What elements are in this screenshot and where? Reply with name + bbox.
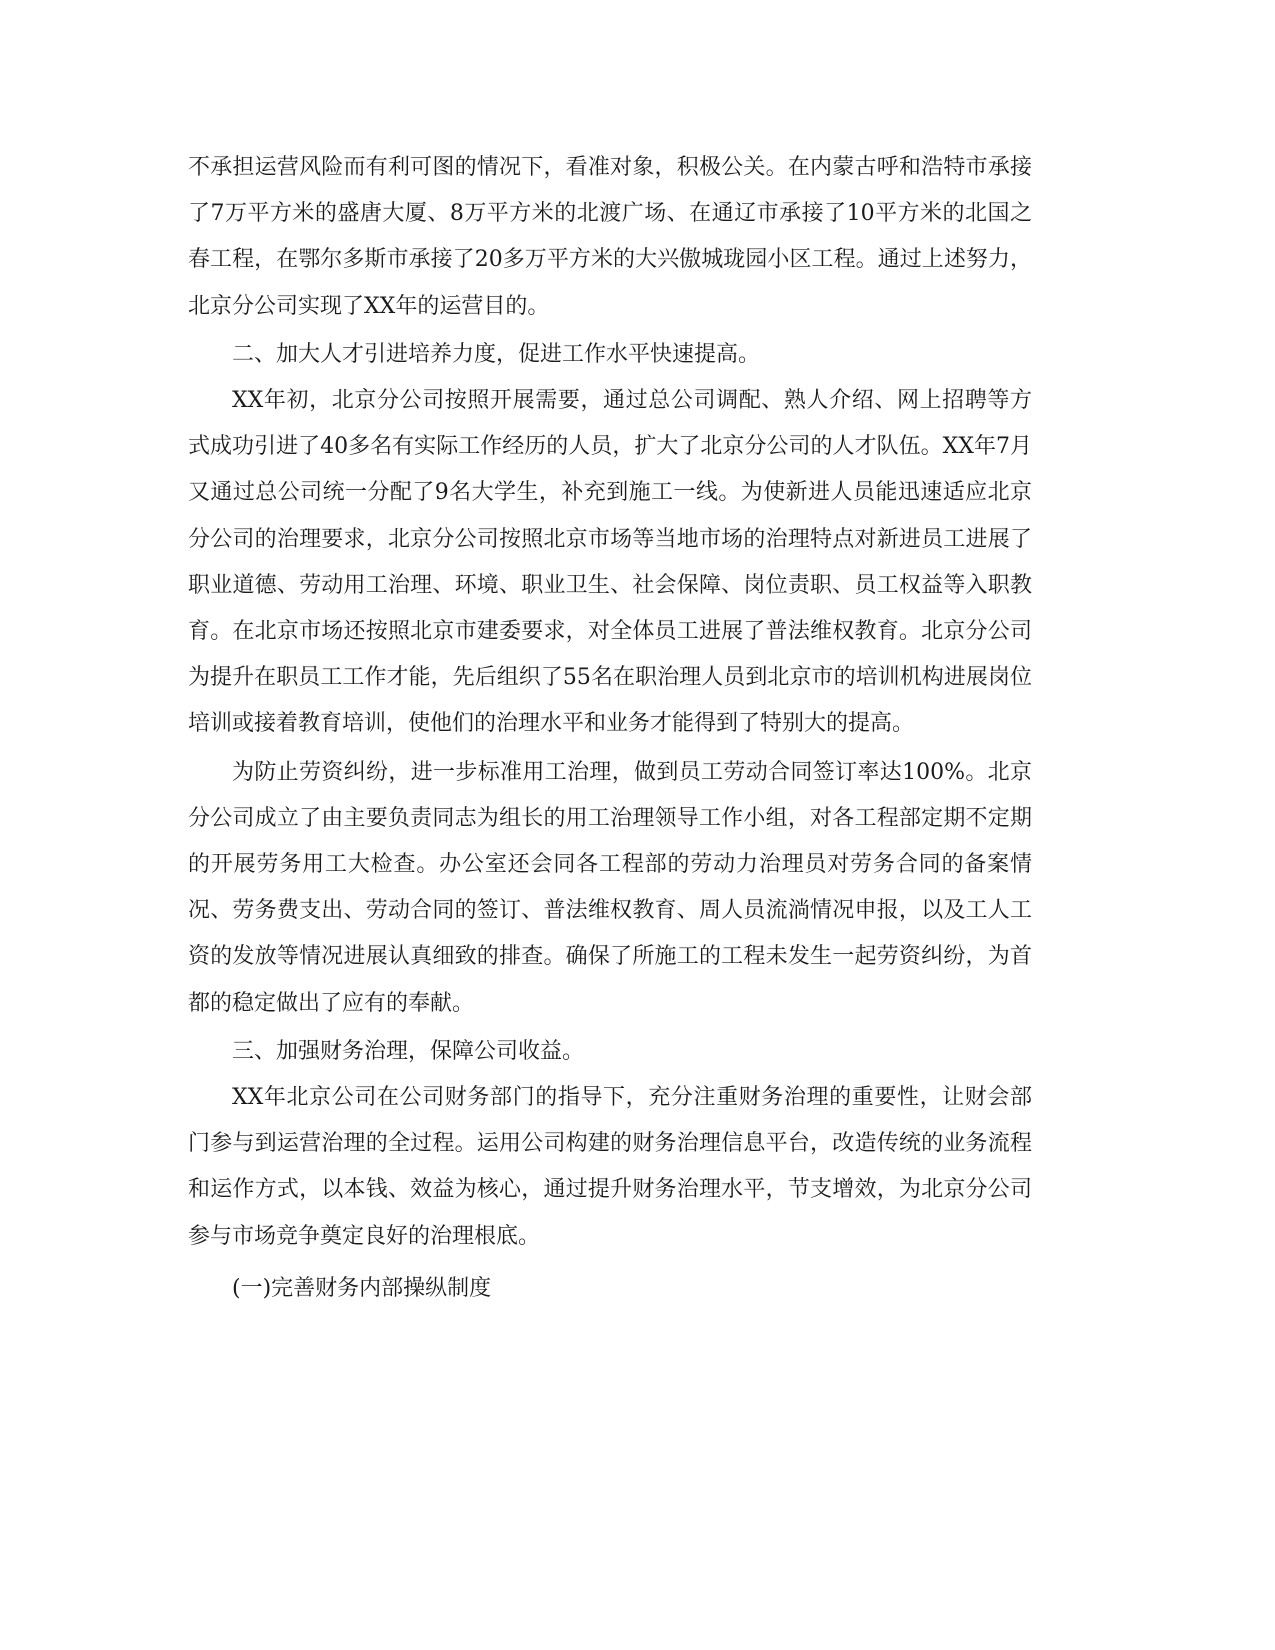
paragraph-operating-targets: 不承担运营风险而有利可图的情况下，看准对象，积极公关。在内蒙古呼和浩特市承接了7万平方米的盛唐大厦、8万平方米的北渡广场、在通辽市承接了10平方米的北国之春工程，在鄂尔多斯市承接了20多万平方米的大兴傲城珑园小区工程。通过上述努力，北京分公司实现了XX年的运营目的。	[188, 155, 1032, 319]
paragraph-talent-recruitment: XX年初，北京分公司按照开展需要，通过总公司调配、熟人介绍、网上招聘等方式成功引进了40多名有实际工作经历的人员，扩大了北京分公司的人才队伍。XX年7月又通过总公司统一分配了9名大学生，补充到施工一线。为使新进人员能迅速适应北京分公司的治理要求，北京分公司按照北京市场等当地市场的治理特点对新进员工进展了职业道德、劳动用工治理、环境、职业卫生、社会保障、岗位责职、员工权益等入职教育。在北京市场还按照北京市建委要求，对全体员工进展了普法维权教育。北京分公司为提升在职员工工作才能，先后组织了55名在职治理人员到北京市的培训机构进展岗位培训或接着教育培训，使他们的治理水平和业务才能得到了特别大的提高。	[188, 388, 1032, 737]
section-heading-talent: 二、加大人才引进培养力度，促进工作水平快速提高。	[232, 341, 761, 367]
paragraph-financial-management: XX年北京公司在公司财务部门的指导下，充分注重财务治理的重要性，让财会部门参与到运营治理的全过程。运用公司构建的财务治理信息平台，改造传统的业务流程和运作方式，以本钱、效益为核心，通过提升财务治理水平，节支增效，为北京分公司参与市场竞争奠定良好的治理根底。	[188, 1085, 1032, 1249]
paragraph-labor-disputes: 为防止劳资纠纷，进一步标准用工治理，做到员工劳动合同签订率达100%。北京分公司成立了由主要负责同志为组长的用工治理领导工作小组，对各工程部定期不定期的开展劳务用工大检查。办公室还会同各工程部的劳动力治理员对劳务合同的备案情况、劳务费支出、劳动合同的签订、普法维权教育、周人员流淌情况申报，以及工人工资的发放等情况进展认真细致的排查。确保了所施工的工程未发生一起劳资纠纷，为首都的稳定做出了应有的奉献。	[188, 759, 1032, 1016]
document-page	[188, 145, 1032, 1312]
subsection-heading-internal-control: (一)完善财务内部操纵制度	[232, 1275, 492, 1301]
section-heading-finance: 三、加强财务治理，保障公司收益。	[232, 1038, 585, 1064]
